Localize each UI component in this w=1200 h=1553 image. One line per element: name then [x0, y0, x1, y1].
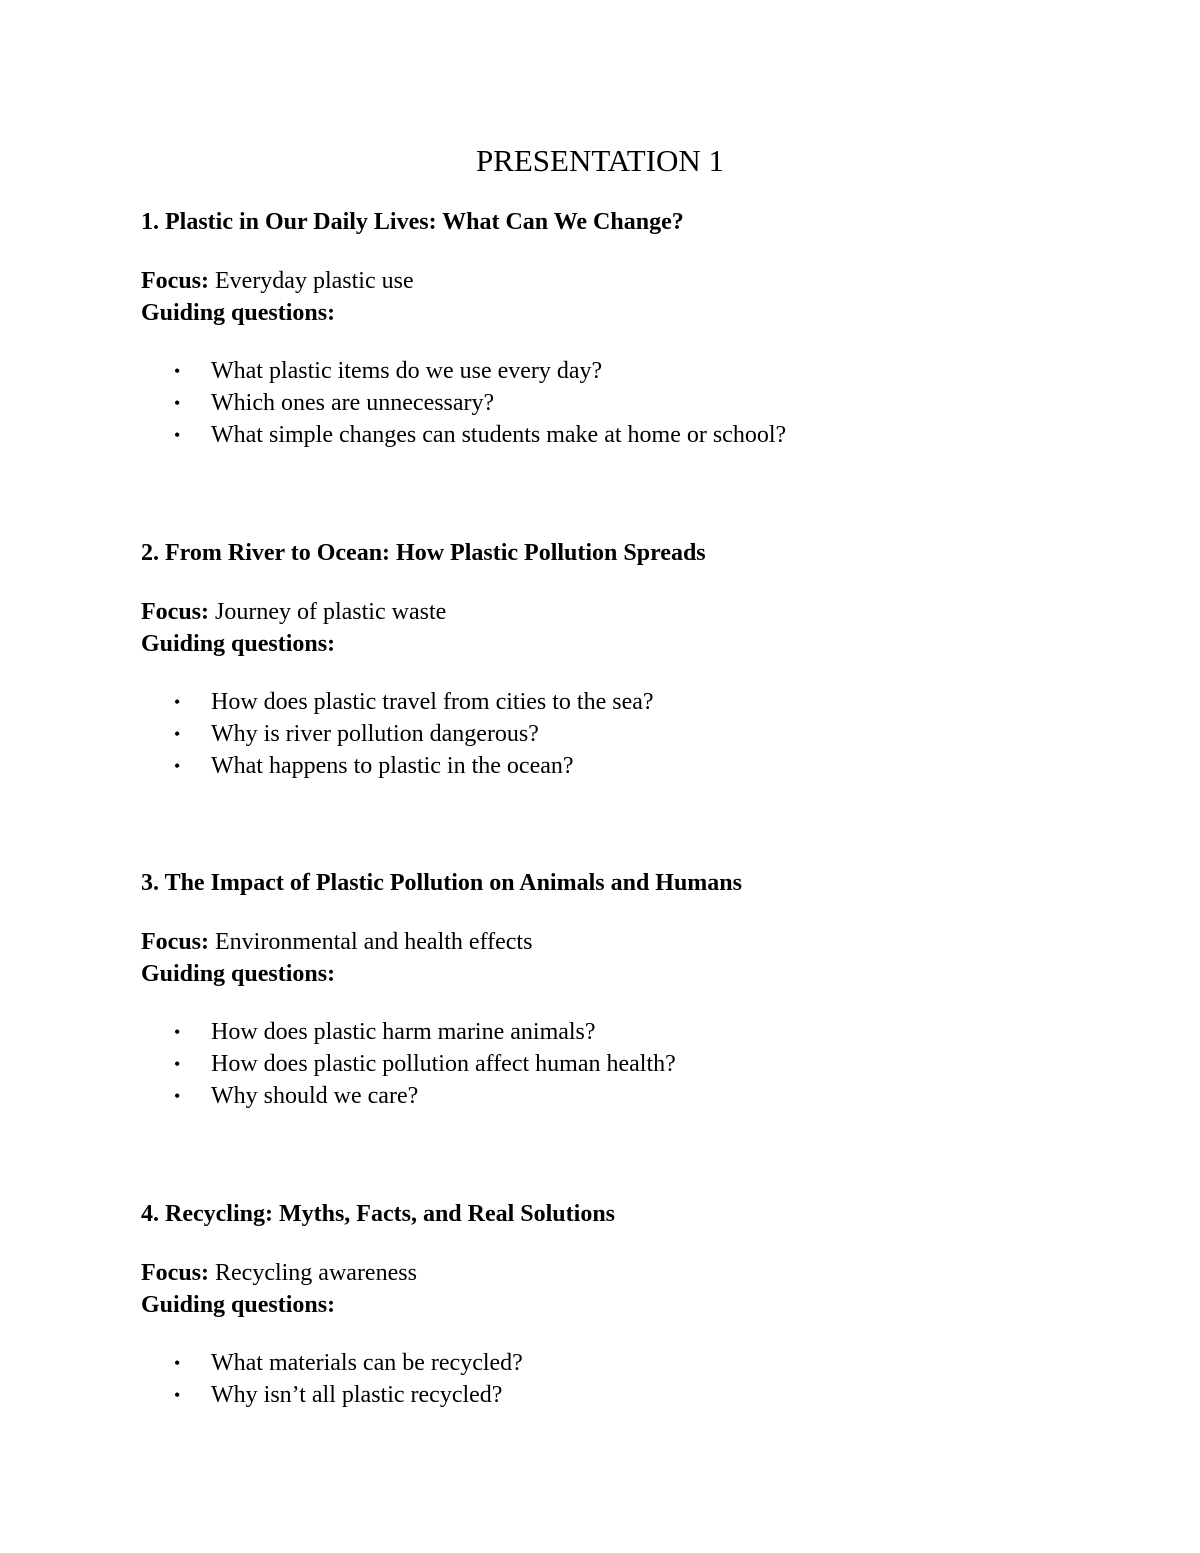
section-heading: 4. Recycling: Myths, Facts, and Real Solutions — [141, 1201, 615, 1227]
bullet-dot-icon: • — [174, 1022, 181, 1042]
section-heading: 1. Plastic in Our Daily Lives: What Can We Change? — [141, 209, 684, 235]
section-4 — [141, 1199, 1101, 1411]
focus-text: Environmental and health effects — [209, 929, 533, 955]
focus-label: Focus: — [141, 268, 209, 294]
list-item — [141, 686, 1101, 718]
focus-label: Focus: — [141, 1260, 209, 1286]
list-item — [141, 355, 1101, 387]
list-item — [141, 750, 1101, 782]
focus-text: Recycling awareness — [209, 1260, 417, 1286]
question-text: How does plastic harm marine animals? — [211, 1019, 596, 1045]
focus-text: Everyday plastic use — [209, 268, 414, 294]
list-item — [141, 1080, 1101, 1112]
question-list — [141, 1347, 1101, 1411]
page-title: PRESENTATION 1 — [475, 143, 725, 178]
focus-line — [141, 596, 1101, 628]
question-text: How does plastic pollution affect human health? — [211, 1051, 676, 1077]
list-item — [141, 1048, 1101, 1080]
question-list — [141, 686, 1101, 782]
focus-line — [141, 1257, 1101, 1289]
section-heading: 2. From River to Ocean: How Plastic Pollution Spreads — [141, 540, 706, 566]
question-text: What materials can be recycled? — [211, 1350, 523, 1376]
bullet-dot-icon: • — [174, 1086, 181, 1106]
section-1 — [141, 207, 1101, 451]
section-heading: 3. The Impact of Plastic Pollution on Animals and Humans — [141, 870, 742, 896]
focus-line — [141, 926, 1101, 958]
list-item — [141, 1016, 1101, 1048]
bullet-dot-icon: • — [174, 1353, 181, 1373]
bullet-dot-icon: • — [174, 756, 181, 776]
question-text: Why is river pollution dangerous? — [211, 721, 539, 747]
bullet-dot-icon: • — [174, 692, 181, 712]
section-3 — [141, 868, 1101, 1112]
bullet-dot-icon: • — [174, 1054, 181, 1074]
bullet-dot-icon: • — [174, 1385, 181, 1405]
guiding-questions-label: Guiding questions: — [141, 961, 336, 987]
question-list — [141, 1016, 1101, 1112]
guiding-questions-label: Guiding questions: — [141, 631, 336, 657]
list-item — [141, 718, 1101, 750]
focus-line — [141, 265, 1101, 297]
question-text: How does plastic travel from cities to the sea? — [211, 689, 654, 715]
bullet-dot-icon: • — [174, 425, 181, 445]
question-text: Why should we care? — [211, 1083, 419, 1109]
focus-label: Focus: — [141, 599, 209, 625]
list-item — [141, 1347, 1101, 1379]
focus-text: Journey of plastic waste — [209, 599, 447, 625]
list-item — [141, 1379, 1101, 1411]
question-text: What plastic items do we use every day? — [211, 358, 603, 384]
guiding-questions-label: Guiding questions: — [141, 1292, 336, 1318]
question-text: Which ones are unnecessary? — [211, 390, 495, 416]
bullet-dot-icon: • — [174, 361, 181, 381]
guiding-questions-label: Guiding questions: — [141, 300, 336, 326]
list-item — [141, 419, 1101, 451]
question-text: What happens to plastic in the ocean? — [211, 753, 574, 779]
section-2 — [141, 538, 1101, 782]
list-item — [141, 387, 1101, 419]
bullet-dot-icon: • — [174, 724, 181, 744]
focus-label: Focus: — [141, 929, 209, 955]
question-text: What simple changes can students make at home or school? — [211, 422, 787, 448]
bullet-dot-icon: • — [174, 393, 181, 413]
question-list — [141, 355, 1101, 451]
question-text: Why isn’t all plastic recycled? — [211, 1382, 503, 1408]
